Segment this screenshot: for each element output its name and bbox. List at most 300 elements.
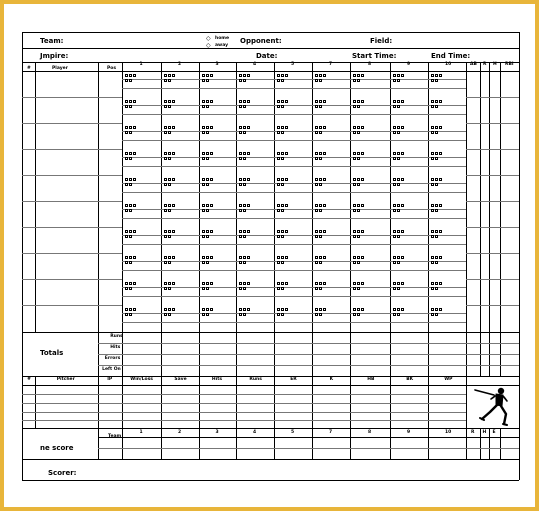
base-box[interactable] — [277, 287, 280, 290]
base-box[interactable] — [401, 152, 404, 155]
base-box[interactable] — [202, 313, 205, 316]
base-box[interactable] — [397, 308, 400, 311]
base-box[interactable] — [323, 282, 326, 285]
base-box[interactable] — [202, 157, 205, 160]
base-box[interactable] — [393, 230, 396, 233]
base-box[interactable] — [397, 183, 400, 186]
base-box[interactable] — [361, 126, 364, 129]
base-box[interactable] — [315, 79, 318, 82]
base-box[interactable] — [172, 74, 175, 77]
base-box[interactable] — [397, 126, 400, 129]
base-box[interactable] — [431, 204, 434, 207]
base-box[interactable] — [125, 100, 128, 103]
base-box[interactable] — [202, 131, 205, 134]
base-box[interactable] — [439, 282, 442, 285]
base-box[interactable] — [435, 204, 438, 207]
base-box[interactable] — [239, 79, 242, 82]
base-box[interactable] — [129, 131, 132, 134]
base-box[interactable] — [202, 209, 205, 212]
base-box[interactable] — [202, 235, 205, 238]
base-box[interactable] — [393, 74, 396, 77]
base-box[interactable] — [125, 235, 128, 238]
base-box[interactable] — [210, 256, 213, 259]
base-box[interactable] — [172, 256, 175, 259]
base-box[interactable] — [435, 230, 438, 233]
base-box[interactable] — [164, 287, 167, 290]
base-box[interactable] — [323, 308, 326, 311]
base-box[interactable] — [125, 105, 128, 108]
base-box[interactable] — [164, 235, 167, 238]
base-box[interactable] — [357, 105, 360, 108]
base-box[interactable] — [202, 287, 205, 290]
base-box[interactable] — [401, 308, 404, 311]
base-box[interactable] — [285, 74, 288, 77]
base-box[interactable] — [164, 313, 167, 316]
base-box[interactable] — [202, 183, 205, 186]
base-box[interactable] — [393, 204, 396, 207]
base-box[interactable] — [133, 308, 136, 311]
base-box[interactable] — [206, 308, 209, 311]
base-box[interactable] — [319, 209, 322, 212]
base-box[interactable] — [239, 235, 242, 238]
base-box[interactable] — [281, 230, 284, 233]
base-box[interactable] — [129, 178, 132, 181]
base-box[interactable] — [168, 308, 171, 311]
base-box[interactable] — [133, 152, 136, 155]
base-box[interactable] — [435, 183, 438, 186]
base-box[interactable] — [172, 100, 175, 103]
base-box[interactable] — [435, 256, 438, 259]
base-box[interactable] — [323, 178, 326, 181]
base-box[interactable] — [172, 230, 175, 233]
base-box[interactable] — [439, 230, 442, 233]
base-box[interactable] — [125, 230, 128, 233]
base-box[interactable] — [323, 100, 326, 103]
base-box[interactable] — [281, 287, 284, 290]
base-box[interactable] — [319, 152, 322, 155]
base-box[interactable] — [397, 209, 400, 212]
base-box[interactable] — [357, 204, 360, 207]
base-box[interactable] — [393, 105, 396, 108]
base-box[interactable] — [281, 256, 284, 259]
base-box[interactable] — [129, 313, 132, 316]
base-box[interactable] — [315, 126, 318, 129]
base-box[interactable] — [431, 126, 434, 129]
base-box[interactable] — [277, 126, 280, 129]
base-box[interactable] — [397, 230, 400, 233]
base-box[interactable] — [206, 230, 209, 233]
base-box[interactable] — [323, 74, 326, 77]
base-box[interactable] — [210, 126, 213, 129]
base-box[interactable] — [281, 178, 284, 181]
base-box[interactable] — [243, 74, 246, 77]
base-box[interactable] — [361, 178, 364, 181]
base-box[interactable] — [353, 79, 356, 82]
base-box[interactable] — [239, 209, 242, 212]
base-box[interactable] — [239, 230, 242, 233]
base-box[interactable] — [431, 105, 434, 108]
base-box[interactable] — [125, 131, 128, 134]
base-box[interactable] — [281, 105, 284, 108]
base-box[interactable] — [243, 235, 246, 238]
base-box[interactable] — [357, 235, 360, 238]
base-box[interactable] — [168, 287, 171, 290]
base-box[interactable] — [431, 74, 434, 77]
base-box[interactable] — [239, 287, 242, 290]
base-box[interactable] — [393, 256, 396, 259]
base-box[interactable] — [357, 74, 360, 77]
base-box[interactable] — [164, 100, 167, 103]
base-box[interactable] — [133, 204, 136, 207]
base-box[interactable] — [243, 152, 246, 155]
base-box[interactable] — [129, 100, 132, 103]
base-box[interactable] — [164, 152, 167, 155]
base-box[interactable] — [210, 74, 213, 77]
base-box[interactable] — [277, 100, 280, 103]
base-box[interactable] — [361, 230, 364, 233]
base-box[interactable] — [435, 308, 438, 311]
base-box[interactable] — [393, 313, 396, 316]
base-box[interactable] — [285, 256, 288, 259]
base-box[interactable] — [210, 230, 213, 233]
base-box[interactable] — [393, 287, 396, 290]
base-box[interactable] — [435, 209, 438, 212]
base-box[interactable] — [431, 282, 434, 285]
base-box[interactable] — [431, 79, 434, 82]
base-box[interactable] — [243, 126, 246, 129]
base-box[interactable] — [202, 74, 205, 77]
base-box[interactable] — [247, 74, 250, 77]
base-box[interactable] — [243, 79, 246, 82]
base-box[interactable] — [435, 126, 438, 129]
base-box[interactable] — [281, 204, 284, 207]
base-box[interactable] — [277, 79, 280, 82]
base-box[interactable] — [133, 178, 136, 181]
base-box[interactable] — [239, 308, 242, 311]
base-box[interactable] — [435, 287, 438, 290]
base-box[interactable] — [285, 282, 288, 285]
base-box[interactable] — [353, 157, 356, 160]
base-box[interactable] — [439, 74, 442, 77]
base-box[interactable] — [168, 126, 171, 129]
base-box[interactable] — [243, 256, 246, 259]
base-box[interactable] — [315, 308, 318, 311]
base-box[interactable] — [210, 152, 213, 155]
base-box[interactable] — [281, 235, 284, 238]
base-box[interactable] — [315, 74, 318, 77]
home-radio-icon[interactable]: ◇ — [206, 35, 211, 42]
base-box[interactable] — [202, 204, 205, 207]
base-box[interactable] — [435, 313, 438, 316]
base-box[interactable] — [206, 282, 209, 285]
base-box[interactable] — [431, 308, 434, 311]
base-box[interactable] — [164, 308, 167, 311]
base-box[interactable] — [285, 126, 288, 129]
base-box[interactable] — [315, 100, 318, 103]
base-box[interactable] — [353, 256, 356, 259]
base-box[interactable] — [353, 100, 356, 103]
base-box[interactable] — [401, 178, 404, 181]
base-box[interactable] — [281, 308, 284, 311]
base-box[interactable] — [168, 157, 171, 160]
base-box[interactable] — [277, 105, 280, 108]
base-box[interactable] — [133, 282, 136, 285]
base-box[interactable] — [281, 157, 284, 160]
base-box[interactable] — [164, 209, 167, 212]
base-box[interactable] — [393, 126, 396, 129]
base-box[interactable] — [319, 157, 322, 160]
base-box[interactable] — [431, 183, 434, 186]
base-box[interactable] — [164, 74, 167, 77]
base-box[interactable] — [239, 74, 242, 77]
base-box[interactable] — [239, 313, 242, 316]
base-box[interactable] — [125, 261, 128, 264]
base-box[interactable] — [315, 131, 318, 134]
base-box[interactable] — [243, 313, 246, 316]
base-box[interactable] — [285, 204, 288, 207]
base-box[interactable] — [125, 183, 128, 186]
base-box[interactable] — [277, 209, 280, 212]
base-box[interactable] — [431, 261, 434, 264]
base-box[interactable] — [393, 308, 396, 311]
base-box[interactable] — [239, 100, 242, 103]
base-box[interactable] — [393, 209, 396, 212]
base-box[interactable] — [361, 204, 364, 207]
base-box[interactable] — [319, 131, 322, 134]
base-box[interactable] — [353, 131, 356, 134]
base-box[interactable] — [133, 256, 136, 259]
base-box[interactable] — [431, 256, 434, 259]
base-box[interactable] — [393, 152, 396, 155]
base-box[interactable] — [125, 178, 128, 181]
base-box[interactable] — [277, 157, 280, 160]
base-box[interactable] — [206, 183, 209, 186]
base-box[interactable] — [239, 261, 242, 264]
base-box[interactable] — [397, 157, 400, 160]
base-box[interactable] — [353, 282, 356, 285]
base-box[interactable] — [129, 79, 132, 82]
base-box[interactable] — [353, 74, 356, 77]
base-box[interactable] — [202, 79, 205, 82]
base-box[interactable] — [439, 152, 442, 155]
base-box[interactable] — [315, 287, 318, 290]
base-box[interactable] — [431, 209, 434, 212]
base-box[interactable] — [431, 131, 434, 134]
base-box[interactable] — [206, 209, 209, 212]
base-box[interactable] — [129, 287, 132, 290]
base-box[interactable] — [281, 152, 284, 155]
base-box[interactable] — [168, 152, 171, 155]
base-box[interactable] — [315, 235, 318, 238]
base-box[interactable] — [125, 204, 128, 207]
base-box[interactable] — [239, 282, 242, 285]
base-box[interactable] — [435, 105, 438, 108]
base-box[interactable] — [319, 183, 322, 186]
base-box[interactable] — [357, 282, 360, 285]
base-box[interactable] — [435, 157, 438, 160]
base-box[interactable] — [206, 235, 209, 238]
base-box[interactable] — [435, 152, 438, 155]
base-box[interactable] — [168, 261, 171, 264]
base-box[interactable] — [164, 105, 167, 108]
base-box[interactable] — [357, 308, 360, 311]
base-box[interactable] — [168, 100, 171, 103]
base-box[interactable] — [357, 100, 360, 103]
base-box[interactable] — [247, 204, 250, 207]
base-box[interactable] — [315, 105, 318, 108]
base-box[interactable] — [319, 256, 322, 259]
base-box[interactable] — [243, 105, 246, 108]
base-box[interactable] — [357, 152, 360, 155]
base-box[interactable] — [172, 152, 175, 155]
base-box[interactable] — [129, 308, 132, 311]
base-box[interactable] — [129, 157, 132, 160]
base-box[interactable] — [281, 126, 284, 129]
base-box[interactable] — [129, 235, 132, 238]
base-box[interactable] — [172, 308, 175, 311]
base-box[interactable] — [319, 261, 322, 264]
base-box[interactable] — [239, 131, 242, 134]
base-box[interactable] — [164, 256, 167, 259]
base-box[interactable] — [125, 157, 128, 160]
base-box[interactable] — [239, 178, 242, 181]
base-box[interactable] — [393, 131, 396, 134]
base-box[interactable] — [393, 261, 396, 264]
base-box[interactable] — [319, 282, 322, 285]
base-box[interactable] — [357, 126, 360, 129]
base-box[interactable] — [247, 126, 250, 129]
base-box[interactable] — [277, 282, 280, 285]
base-box[interactable] — [277, 308, 280, 311]
base-box[interactable] — [315, 152, 318, 155]
base-box[interactable] — [247, 230, 250, 233]
base-box[interactable] — [319, 126, 322, 129]
base-box[interactable] — [285, 308, 288, 311]
base-box[interactable] — [172, 178, 175, 181]
base-box[interactable] — [319, 105, 322, 108]
base-box[interactable] — [133, 126, 136, 129]
base-box[interactable] — [129, 126, 132, 129]
base-box[interactable] — [168, 105, 171, 108]
base-box[interactable] — [168, 74, 171, 77]
base-box[interactable] — [129, 74, 132, 77]
base-box[interactable] — [357, 157, 360, 160]
base-box[interactable] — [247, 282, 250, 285]
base-box[interactable] — [357, 183, 360, 186]
base-box[interactable] — [202, 105, 205, 108]
base-box[interactable] — [393, 183, 396, 186]
base-box[interactable] — [125, 282, 128, 285]
base-box[interactable] — [431, 235, 434, 238]
base-box[interactable] — [353, 209, 356, 212]
base-box[interactable] — [129, 282, 132, 285]
base-box[interactable] — [357, 131, 360, 134]
base-box[interactable] — [323, 230, 326, 233]
base-box[interactable] — [315, 261, 318, 264]
base-box[interactable] — [319, 230, 322, 233]
base-box[interactable] — [401, 74, 404, 77]
base-box[interactable] — [401, 256, 404, 259]
base-box[interactable] — [281, 209, 284, 212]
base-box[interactable] — [285, 100, 288, 103]
base-box[interactable] — [397, 131, 400, 134]
base-box[interactable] — [319, 74, 322, 77]
base-box[interactable] — [210, 100, 213, 103]
base-box[interactable] — [239, 126, 242, 129]
base-box[interactable] — [243, 183, 246, 186]
base-box[interactable] — [401, 126, 404, 129]
base-box[interactable] — [243, 230, 246, 233]
base-box[interactable] — [206, 313, 209, 316]
base-box[interactable] — [206, 79, 209, 82]
base-box[interactable] — [125, 74, 128, 77]
base-box[interactable] — [361, 282, 364, 285]
base-box[interactable] — [168, 183, 171, 186]
base-box[interactable] — [353, 105, 356, 108]
base-box[interactable] — [206, 100, 209, 103]
base-box[interactable] — [435, 79, 438, 82]
base-box[interactable] — [319, 235, 322, 238]
base-box[interactable] — [125, 256, 128, 259]
base-box[interactable] — [361, 308, 364, 311]
base-box[interactable] — [164, 178, 167, 181]
base-box[interactable] — [319, 100, 322, 103]
base-box[interactable] — [243, 131, 246, 134]
base-box[interactable] — [285, 178, 288, 181]
base-box[interactable] — [168, 204, 171, 207]
base-box[interactable] — [202, 282, 205, 285]
base-box[interactable] — [164, 261, 167, 264]
base-box[interactable] — [357, 287, 360, 290]
base-box[interactable] — [281, 183, 284, 186]
base-box[interactable] — [357, 230, 360, 233]
base-box[interactable] — [206, 261, 209, 264]
base-box[interactable] — [319, 79, 322, 82]
base-box[interactable] — [357, 261, 360, 264]
base-box[interactable] — [323, 204, 326, 207]
base-box[interactable] — [393, 157, 396, 160]
base-box[interactable] — [357, 79, 360, 82]
base-box[interactable] — [202, 230, 205, 233]
base-box[interactable] — [172, 282, 175, 285]
base-box[interactable] — [397, 256, 400, 259]
base-box[interactable] — [129, 261, 132, 264]
base-box[interactable] — [439, 256, 442, 259]
base-box[interactable] — [431, 313, 434, 316]
base-box[interactable] — [206, 204, 209, 207]
base-box[interactable] — [202, 152, 205, 155]
base-box[interactable] — [431, 152, 434, 155]
base-box[interactable] — [164, 183, 167, 186]
base-box[interactable] — [247, 152, 250, 155]
base-box[interactable] — [435, 235, 438, 238]
base-box[interactable] — [397, 74, 400, 77]
base-box[interactable] — [397, 204, 400, 207]
base-box[interactable] — [243, 157, 246, 160]
base-box[interactable] — [243, 204, 246, 207]
base-box[interactable] — [439, 126, 442, 129]
base-box[interactable] — [397, 105, 400, 108]
base-box[interactable] — [431, 287, 434, 290]
base-box[interactable] — [243, 282, 246, 285]
base-box[interactable] — [315, 209, 318, 212]
base-box[interactable] — [357, 178, 360, 181]
base-box[interactable] — [435, 178, 438, 181]
base-box[interactable] — [435, 282, 438, 285]
base-box[interactable] — [247, 308, 250, 311]
base-box[interactable] — [125, 126, 128, 129]
base-box[interactable] — [439, 178, 442, 181]
